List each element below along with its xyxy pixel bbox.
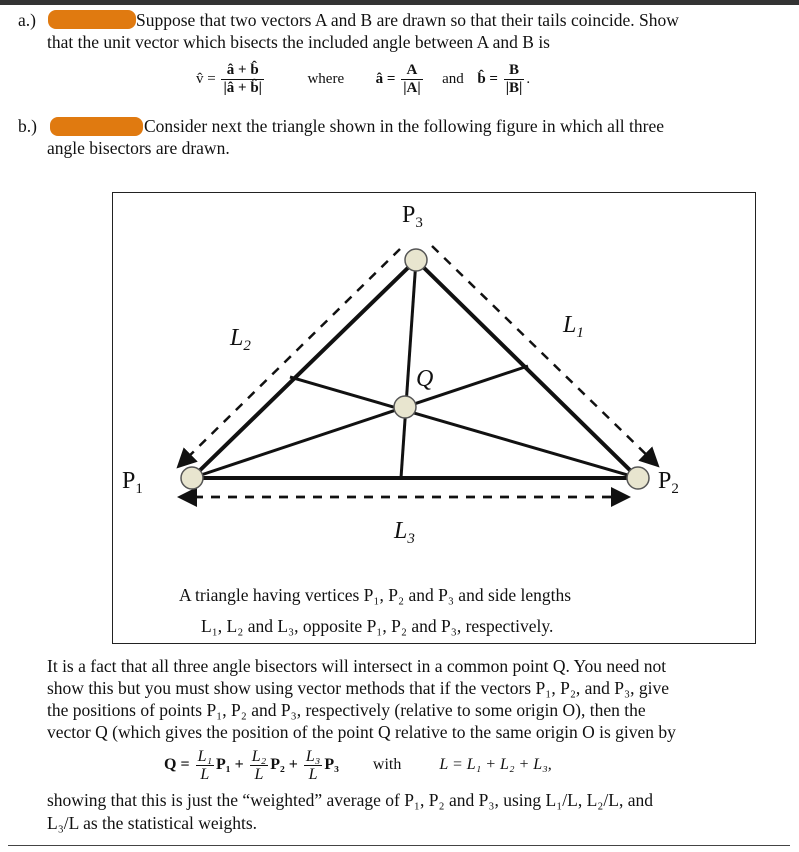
caption-line-1: A triangle having vertices P₁, P₂ and P₃ and side lengths bbox=[179, 585, 572, 605]
label-p3: $P_3$ bbox=[402, 202, 423, 231]
denominator: L bbox=[254, 766, 264, 783]
vertex-p2 bbox=[627, 467, 649, 489]
denominator: |A| bbox=[403, 80, 421, 96]
l-sum: L = L₁ + L₂ + L₃, bbox=[439, 756, 552, 774]
label-p2: $P_2$ bbox=[658, 468, 679, 497]
numerator: L₂ bbox=[251, 748, 267, 765]
q-formula bbox=[164, 748, 552, 783]
numerator: â + b̂ bbox=[221, 62, 264, 80]
body-line-2: show this but you must show using vector methods that if the vectors P₁, P₂, and P₃, give bbox=[47, 678, 670, 698]
where-text: where bbox=[307, 70, 345, 87]
b-hat: b̂ = bbox=[477, 70, 498, 87]
numerator: L₁ bbox=[197, 748, 213, 765]
v-hat: v̂ = bbox=[196, 70, 216, 87]
triangle-figure bbox=[112, 192, 756, 644]
period: . bbox=[526, 70, 531, 87]
term-1: P₁ + bbox=[216, 756, 244, 774]
bisector-formula bbox=[196, 62, 530, 97]
term-2: P₂ + bbox=[270, 756, 298, 774]
part-a-line-2: that the unit vector which bisects the included angle between A and B is bbox=[47, 32, 550, 52]
weight-3 bbox=[304, 748, 322, 783]
body-line-4: vector Q (which gives the position of the point Q relative to the same origin O is given by bbox=[47, 722, 676, 742]
point-q bbox=[394, 396, 416, 418]
vertex-p1 bbox=[181, 467, 203, 489]
numerator: L₃ bbox=[305, 748, 321, 765]
label-l1: $L_1$ bbox=[563, 312, 584, 341]
triangle-diagram bbox=[112, 192, 756, 644]
body-line-3: the positions of points P₁, P₂ and P₃, respectively (relative to some origin O), then the bbox=[47, 700, 646, 720]
weight-1 bbox=[196, 748, 214, 783]
top-bar bbox=[0, 0, 799, 5]
denominator: L bbox=[308, 766, 318, 783]
side-l2-arrow bbox=[180, 249, 400, 465]
label-l3: $L_3$ bbox=[394, 518, 415, 547]
q-lhs: Q = bbox=[164, 756, 190, 774]
with-text: with bbox=[372, 756, 402, 774]
and-text: and bbox=[442, 70, 464, 87]
part-a-label: a.) bbox=[18, 10, 36, 30]
part-a-line-1: Suppose that two vectors A and B are drawn so that their tails coincide. Show bbox=[136, 10, 679, 30]
part-b-line-1: Consider next the triangle shown in the following figure in which all three bbox=[144, 116, 665, 136]
denominator: |B| bbox=[505, 80, 523, 96]
b-fraction bbox=[504, 62, 525, 97]
bisector-p1 bbox=[192, 366, 528, 478]
a-fraction bbox=[401, 62, 422, 97]
denominator: L bbox=[200, 766, 210, 783]
label-p1: $P_1$ bbox=[122, 468, 143, 497]
denominator: |â + b̂| bbox=[223, 80, 262, 96]
bisector-p3 bbox=[401, 260, 416, 478]
weight-2 bbox=[250, 748, 268, 783]
closing-line-2: L₃/L as the statistical weights. bbox=[47, 813, 258, 833]
part-b-line-2: angle bisectors are drawn. bbox=[47, 138, 230, 158]
numerator: A bbox=[401, 62, 422, 80]
body-line-1: It is a fact that all three angle bisectors will intersect in a common point Q. You need not bbox=[47, 656, 667, 676]
label-l2: $L_2$ bbox=[230, 325, 251, 354]
numerator: B bbox=[504, 62, 525, 80]
a-hat: â = bbox=[375, 70, 396, 87]
label-q: Q bbox=[416, 366, 434, 392]
caption-line-2: L₁, L₂ and L₃, opposite P₁, P₂ and P₃, respectively. bbox=[201, 616, 554, 636]
redaction-mark bbox=[50, 117, 143, 136]
closing-line-1: showing that this is just the “weighted” average of P₁, P₂ and P₃, using L₁/L, L₂/L, and bbox=[47, 790, 653, 810]
v-fraction bbox=[221, 62, 264, 97]
side-l1-arrow bbox=[432, 246, 656, 464]
redaction-mark bbox=[48, 10, 136, 29]
term-3: P₃ bbox=[324, 756, 339, 774]
bottom-rule bbox=[8, 845, 790, 846]
part-b-label: b.) bbox=[18, 116, 37, 136]
vertex-p3 bbox=[405, 249, 427, 271]
